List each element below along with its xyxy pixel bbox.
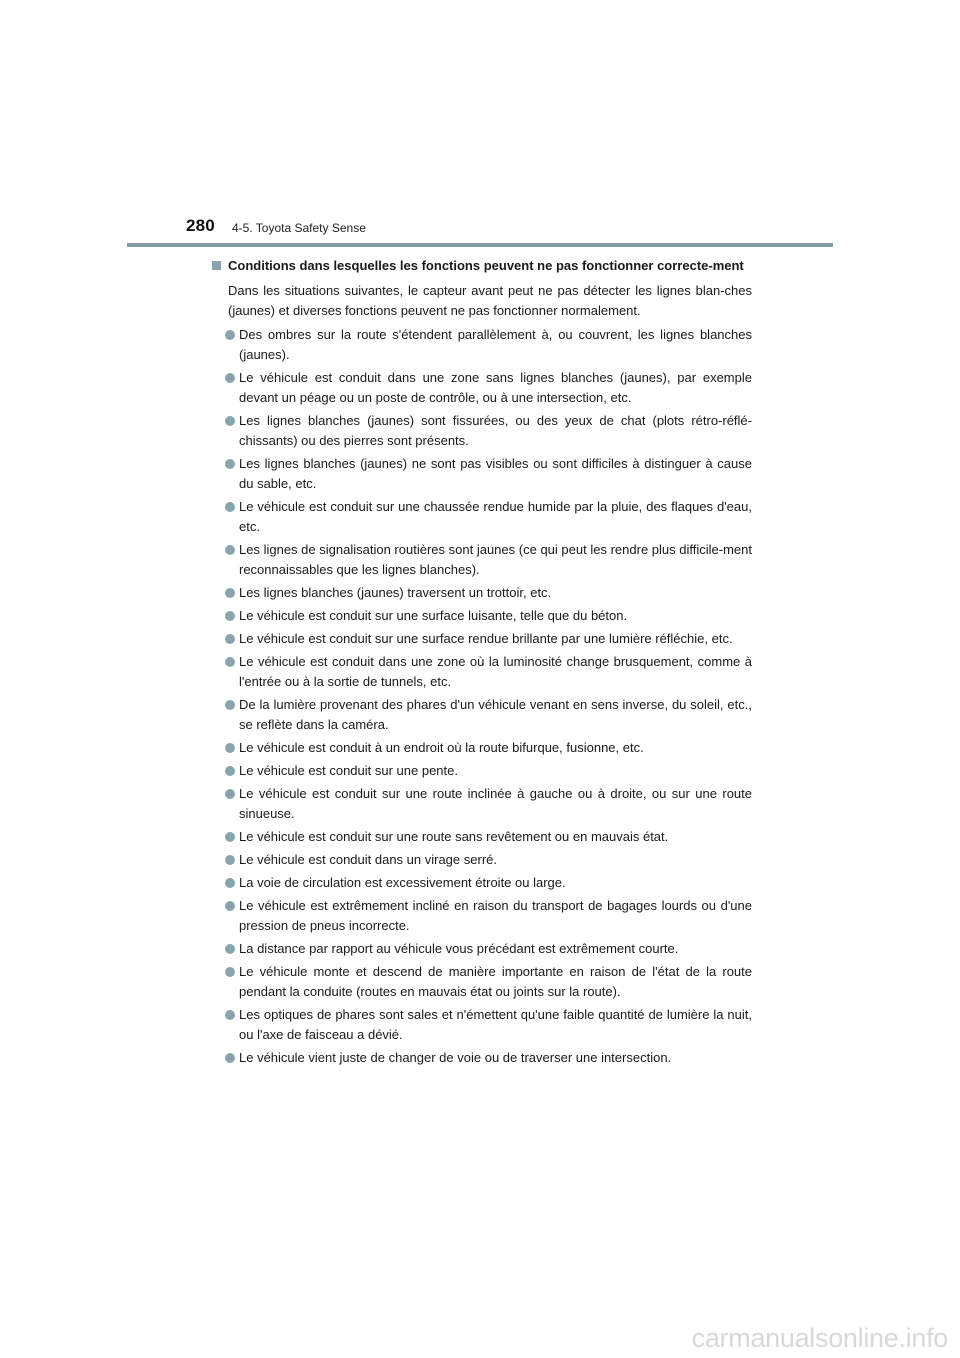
- list-item: [211, 962, 752, 1002]
- list-item-text: Les lignes blanches (jaunes) ne sont pas visibles ou sont difficiles à distinguer à cause du sable, etc.: [239, 456, 752, 491]
- circle-bullet-icon: [225, 611, 235, 621]
- condition-list: [211, 325, 752, 1068]
- circle-bullet-icon: [225, 1010, 235, 1020]
- list-item-text: Le véhicule est conduit sur une pente.: [239, 763, 458, 778]
- circle-bullet-icon: [225, 789, 235, 799]
- list-item: [211, 1005, 752, 1045]
- circle-bullet-icon: [225, 901, 235, 911]
- circle-bullet-icon: [225, 459, 235, 469]
- circle-bullet-icon: [225, 545, 235, 555]
- page-number: 280: [186, 216, 215, 235]
- square-bullet-icon: [212, 261, 221, 270]
- list-item: [211, 784, 752, 824]
- list-item-text: Le véhicule est conduit sur une chaussée rendue humide par la pluie, des flaques d'eau, etc.: [239, 499, 752, 534]
- circle-bullet-icon: [225, 878, 235, 888]
- list-item: [211, 411, 752, 451]
- circle-bullet-icon: [225, 502, 235, 512]
- circle-bullet-icon: [225, 700, 235, 710]
- list-item-text: Les lignes de signalisation routières sont jaunes (ce qui peut les rendre plus difficile-ment reconnaissables que les lignes blanches).: [239, 542, 752, 577]
- list-item-text: Le véhicule est conduit sur une surface luisante, telle que du béton.: [239, 608, 628, 623]
- list-item-text: Le véhicule est conduit sur une route sans revêtement ou en mauvais état.: [239, 829, 669, 844]
- list-item: [211, 629, 752, 649]
- list-item: [211, 873, 752, 893]
- list-item-text: Le véhicule est conduit dans une zone où la luminosité change brusquement, comme à l'entrée ou à la sortie de tunnels, etc.: [239, 654, 752, 689]
- list-item-text: La voie de circulation est excessivement étroite ou large.: [239, 875, 566, 890]
- list-item: [211, 454, 752, 494]
- circle-bullet-icon: [225, 766, 235, 776]
- list-item: [211, 1048, 752, 1068]
- circle-bullet-icon: [225, 416, 235, 426]
- list-item: [211, 939, 752, 959]
- list-item: [211, 325, 752, 365]
- list-item-text: Le véhicule est conduit sur une surface rendue brillante par une lumière réfléchie, etc.: [239, 631, 733, 646]
- list-item: [211, 827, 752, 847]
- list-item-text: Le véhicule est conduit à un endroit où la route bifurque, fusionne, etc.: [239, 740, 644, 755]
- list-item: [211, 761, 752, 781]
- circle-bullet-icon: [225, 967, 235, 977]
- circle-bullet-icon: [225, 330, 235, 340]
- list-item: [211, 850, 752, 870]
- page-content: [211, 256, 752, 1071]
- list-item: [211, 368, 752, 408]
- circle-bullet-icon: [225, 743, 235, 753]
- list-item: [211, 606, 752, 626]
- list-item-text: Le véhicule est conduit sur une route inclinée à gauche ou à droite, ou sur une route sinueuse.: [239, 786, 752, 821]
- list-item-text: Les lignes blanches (jaunes) traversent un trottoir, etc.: [239, 585, 552, 600]
- section-title: 4-5. Toyota Safety Sense: [232, 221, 366, 235]
- circle-bullet-icon: [225, 657, 235, 667]
- list-item: [211, 738, 752, 758]
- list-item: [211, 652, 752, 692]
- circle-bullet-icon: [225, 373, 235, 383]
- circle-bullet-icon: [225, 944, 235, 954]
- list-item: [211, 695, 752, 735]
- circle-bullet-icon: [225, 1053, 235, 1063]
- circle-bullet-icon: [225, 832, 235, 842]
- list-item-text: Le véhicule est conduit dans une zone sans lignes blanches (jaunes), par exemple devant un péage ou un poste de contrôle, ou à une intersection, etc.: [239, 370, 752, 405]
- list-item: [211, 896, 752, 936]
- watermark: carmanualsonline.info: [691, 1323, 948, 1353]
- section-heading-text: Conditions dans lesquelles les fonctions peuvent ne pas fonctionner correcte-ment: [228, 258, 744, 273]
- header-divider: [127, 243, 833, 247]
- section-intro: Dans les situations suivantes, le capteur avant peut ne pas détecter les lignes blan-ches (jaunes) et diverses fonctions peuvent ne pas fonctionner normalement.: [228, 283, 752, 318]
- list-item-text: Les optiques de phares sont sales et n'émettent qu'une faible quantité de lumière la nuit, ou l'axe de faisceau a dévié.: [239, 1007, 752, 1042]
- list-item: [211, 583, 752, 603]
- list-item: [211, 540, 752, 580]
- list-item-text: Les lignes blanches (jaunes) sont fissurées, ou des yeux de chat (plots rétro-réflé-chissants) ou des pierres sont présents.: [239, 413, 752, 448]
- list-item-text: La distance par rapport au véhicule vous précédant est extrêmement courte.: [239, 941, 679, 956]
- list-item-text: Le véhicule est extrêmement incliné en raison du transport de bagages lourds ou d'une pression de pneus incorrecte.: [239, 898, 752, 933]
- list-item: [211, 497, 752, 537]
- list-item-text: Le véhicule monte et descend de manière importante en raison de l'état de la route pendant la conduite (routes en mauvais état ou joints sur la route).: [239, 964, 752, 999]
- list-item-text: De la lumière provenant des phares d'un véhicule venant en sens inverse, du soleil, etc., se reflète dans la caméra.: [239, 697, 752, 732]
- section-heading: [211, 256, 752, 276]
- circle-bullet-icon: [225, 634, 235, 644]
- circle-bullet-icon: [225, 855, 235, 865]
- list-item-text: Le véhicule est conduit dans un virage serré.: [239, 852, 497, 867]
- list-item-text: Le véhicule vient juste de changer de voie ou de traverser une intersection.: [239, 1050, 672, 1065]
- circle-bullet-icon: [225, 588, 235, 598]
- list-item-text: Des ombres sur la route s'étendent parallèlement à, ou couvrent, les lignes blanches (jaunes).: [239, 327, 752, 362]
